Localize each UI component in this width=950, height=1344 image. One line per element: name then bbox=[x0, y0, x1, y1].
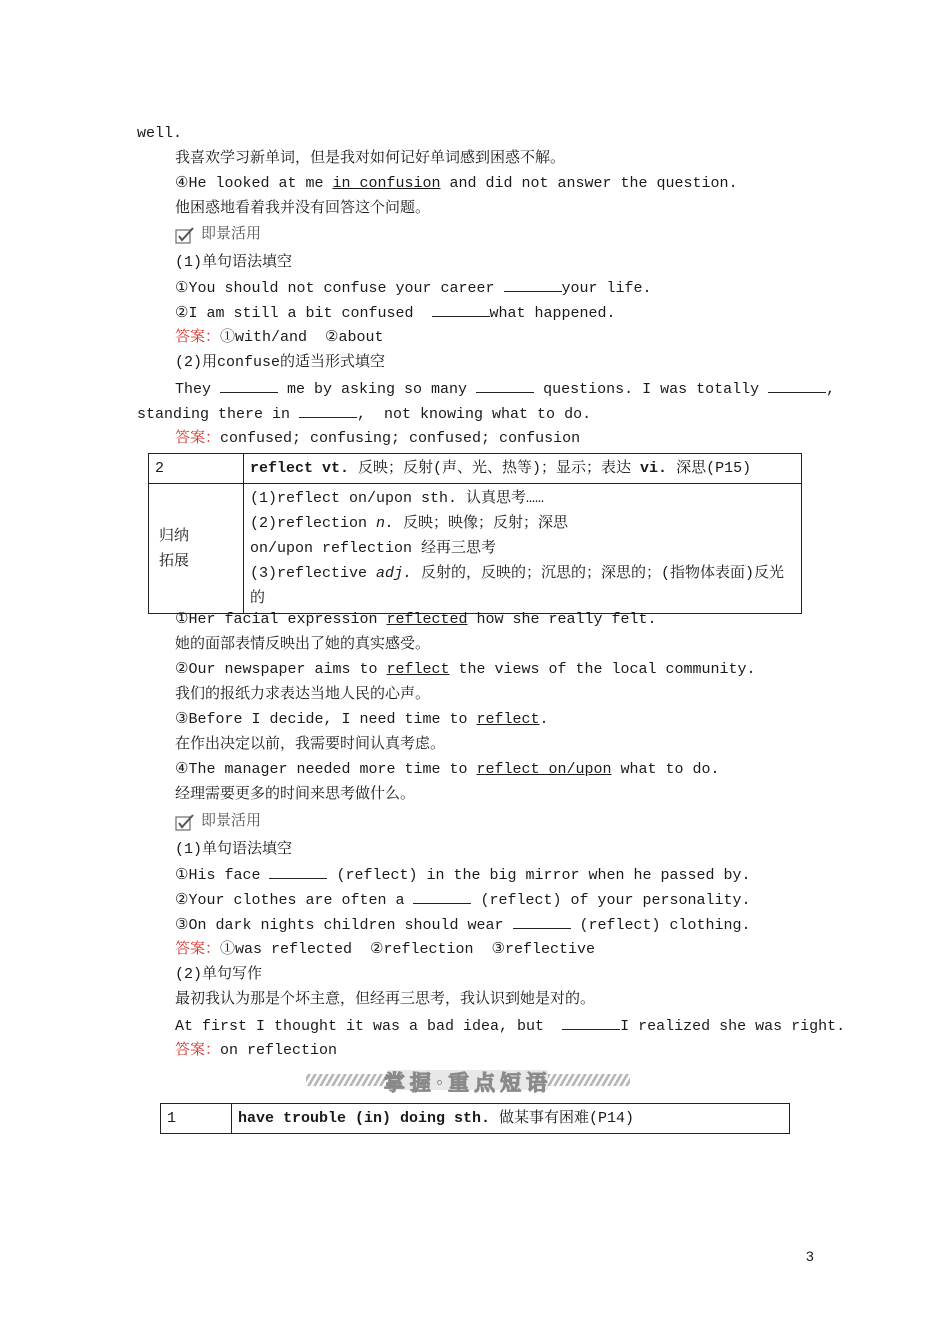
section-label: (2)单句写作 bbox=[175, 966, 263, 983]
blank bbox=[562, 1016, 620, 1030]
translation: 在作出决定以前，我需要时间认真考虑。 bbox=[175, 736, 446, 753]
blank bbox=[269, 865, 327, 879]
blank bbox=[220, 379, 278, 393]
exercise-line: At first I thought it was a bad idea, but I realized she was right. bbox=[175, 1018, 846, 1035]
answer-line: 答案：confused; confusing; confused; confusion bbox=[175, 430, 581, 447]
entry-number: 2 bbox=[149, 454, 244, 484]
blank bbox=[768, 379, 826, 393]
section-label: (1)单句语法填空 bbox=[175, 254, 293, 271]
translation: 经理需要更多的时间来思考做什么。 bbox=[175, 786, 416, 803]
exercise-line: ①His face (reflect) in the big mirror when he passed by. bbox=[175, 867, 751, 884]
blank bbox=[504, 278, 562, 292]
page-number: 3 bbox=[806, 1248, 814, 1264]
translation: 我们的报纸力求表达当地人民的心声。 bbox=[175, 686, 431, 703]
exercise-line: ③On dark nights children should wear (reflect) clothing. bbox=[175, 917, 751, 934]
practice-heading: 即景活用 bbox=[175, 812, 261, 832]
blank bbox=[413, 890, 471, 904]
entry-headword: reflect vt. 反映；反射(声、光、热等)；显示；表达 vi. 深思(P15) bbox=[244, 454, 802, 484]
example-sentence: ④The manager needed more time to reflect on/upon what to do. bbox=[175, 761, 720, 778]
practice-heading: 即景活用 bbox=[175, 225, 261, 245]
text-line: well. bbox=[137, 125, 183, 142]
checkbox-pen-icon bbox=[175, 227, 195, 244]
side-label: 归纳 拓展 bbox=[149, 484, 244, 614]
entry-details: (1)reflect on/upon sth. 认真思考…… (2)reflection n. 反映；映像；反射；深思 on/upon reflection 经再三思考 (3)reflective adj. 反射的，反映的；沉思的；深思的；(指物体表面)反光 的 bbox=[244, 484, 802, 614]
section-banner bbox=[306, 1067, 630, 1093]
text-line: 我喜欢学习新单词，但是我对如何记好单词感到困惑不解。 bbox=[175, 150, 566, 167]
exercise-line: They me by asking so many questions. I was totally , bbox=[175, 381, 836, 398]
vocab-table-reflect bbox=[148, 453, 802, 614]
entry-headword: have trouble (in) doing sth. 做某事有困难(P14) bbox=[232, 1104, 790, 1134]
section-label: (2)用confuse的适当形式填空 bbox=[175, 354, 386, 371]
example-sentence: ③Before I decide, I need time to reflect. bbox=[175, 711, 549, 728]
answer-line: 答案：on reflection bbox=[175, 1042, 338, 1059]
blank bbox=[432, 303, 490, 317]
exercise-line: standing there in , not knowing what to do. bbox=[137, 406, 592, 423]
translation: 最初我认为那是个坏主意，但经再三思考，我认识到她是对的。 bbox=[175, 991, 596, 1008]
translation: 她的面部表情反映出了她的真实感受。 bbox=[175, 636, 431, 653]
vocab-table-phrase bbox=[160, 1103, 790, 1134]
blank bbox=[513, 915, 571, 929]
translation: 他困惑地看着我并没有回答这个问题。 bbox=[175, 200, 431, 217]
answer-line: 答案：①with/and ②about bbox=[175, 329, 384, 346]
exercise-line: ①You should not confuse your career your life. bbox=[175, 280, 652, 297]
blank bbox=[299, 404, 357, 418]
exercise-line: ②Your clothes are often a (reflect) of your personality. bbox=[175, 892, 751, 909]
example-sentence: ①Her facial expression reflected how she really felt. bbox=[175, 611, 657, 628]
example-sentence: ④He looked at me in confusion and did not answer the question. bbox=[175, 175, 738, 192]
blank bbox=[476, 379, 534, 393]
entry-number: 1 bbox=[161, 1104, 232, 1134]
answer-line: 答案：①was reflected ②reflection ③reflective bbox=[175, 941, 595, 958]
exercise-line: ②I am still a bit confused what happened. bbox=[175, 305, 616, 322]
checkbox-pen-icon bbox=[175, 814, 195, 831]
banner-title: 掌握·重点短语 bbox=[383, 1070, 553, 1095]
section-label: (1)单句语法填空 bbox=[175, 841, 293, 858]
example-sentence: ②Our newspaper aims to reflect the views of the local community. bbox=[175, 661, 756, 678]
